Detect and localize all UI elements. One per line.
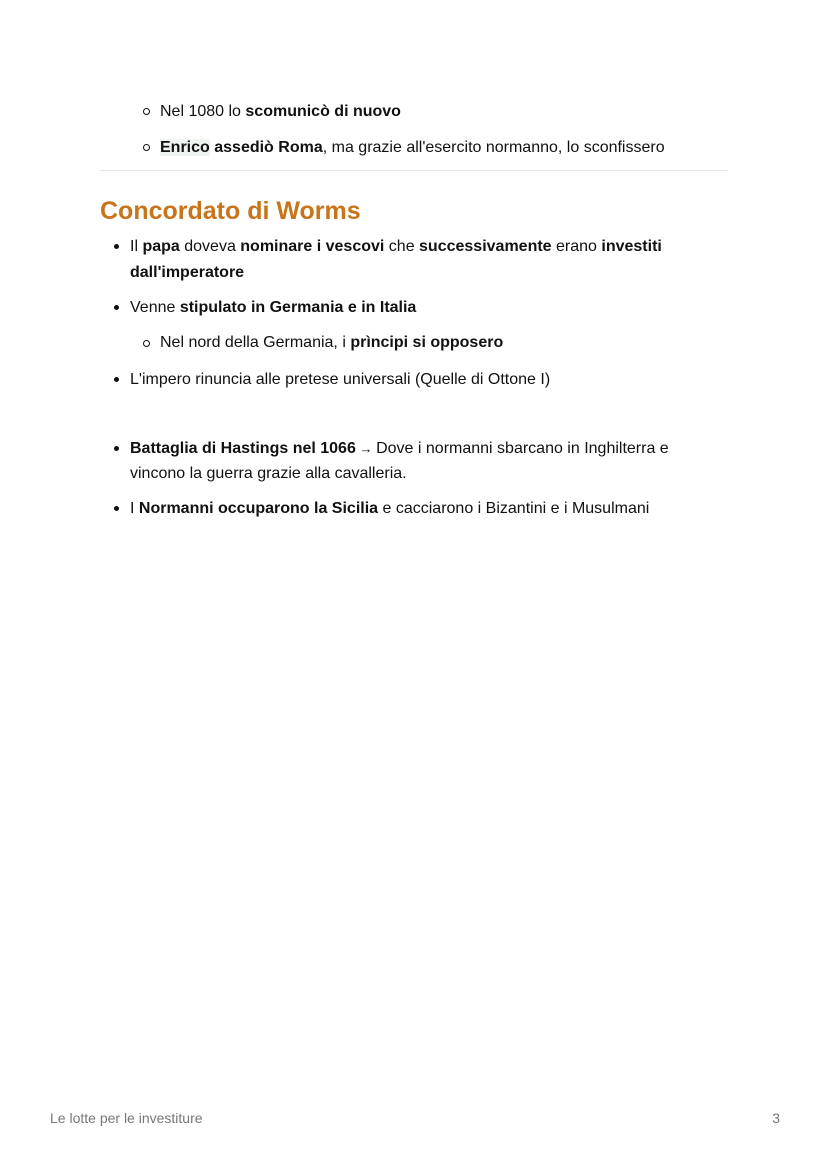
list-item-text: e cacciarono i Bizantini e i Musulmani bbox=[378, 500, 650, 517]
list-item bbox=[130, 367, 550, 392]
list-item-bold: assediò Roma bbox=[209, 139, 323, 156]
list-item-text: I bbox=[130, 500, 139, 517]
list-item-bold: Enrico bbox=[160, 139, 210, 156]
list-item-bold: scomunicò di nuovo bbox=[245, 103, 401, 120]
list-item-bold: Battaglia di Hastings nel 1066 bbox=[130, 440, 356, 457]
bullet-icon bbox=[114, 377, 119, 382]
footer-document-title: Le lotte per le investiture bbox=[50, 1110, 203, 1126]
section-divider bbox=[100, 170, 728, 171]
list-item bbox=[160, 330, 503, 355]
list-item-bold: Normanni occuparono la Sicilia bbox=[138, 500, 379, 517]
list-item-bold: prìncipi si opposero bbox=[350, 334, 504, 351]
list-item-text: , ma grazie all'esercito normanno, lo sconfissero bbox=[322, 139, 665, 156]
list-item-text: L'impero rinuncia alle pretese universali (Quelle di Ottone I) bbox=[130, 371, 551, 388]
list-item-bold: nominare i vescovi bbox=[240, 238, 385, 255]
list-item-bold: successivamente bbox=[419, 238, 552, 255]
section-heading: Concordato di Worms bbox=[100, 197, 361, 225]
list-item-text: che bbox=[384, 238, 420, 255]
arrow-icon: → bbox=[355, 441, 377, 456]
footer-page-number: 3 bbox=[772, 1110, 780, 1126]
list-item-text: erano bbox=[551, 238, 602, 255]
list-item-text: doveva bbox=[179, 238, 241, 255]
bullet-icon bbox=[114, 506, 119, 511]
list-item-text: Nel nord della Germania, i bbox=[160, 334, 351, 351]
list-item-text: Nel 1080 lo bbox=[160, 103, 246, 120]
bullet-icon bbox=[114, 305, 119, 310]
list-item bbox=[130, 436, 669, 461]
list-item bbox=[160, 135, 665, 160]
hollow-bullet-icon bbox=[143, 340, 150, 347]
list-item-bold: papa bbox=[142, 238, 180, 255]
list-item-bold: dall'imperatore bbox=[130, 264, 245, 281]
list-item-text: Venne bbox=[130, 299, 180, 316]
bullet-icon bbox=[114, 446, 119, 451]
list-item bbox=[130, 234, 662, 259]
list-item bbox=[130, 496, 649, 521]
list-item-continuation bbox=[130, 461, 407, 486]
list-item-bold: investiti bbox=[601, 238, 662, 255]
list-item-text: Dove i normanni sbarcano in Inghilterra e bbox=[376, 440, 669, 457]
list-item-text: vincono la guerra grazie alla cavalleria. bbox=[130, 465, 407, 482]
list-item-continuation bbox=[130, 260, 244, 285]
list-item-bold: stipulato in Germania e in Italia bbox=[179, 299, 417, 316]
hollow-bullet-icon bbox=[143, 108, 150, 115]
list-item bbox=[130, 295, 416, 320]
list-item bbox=[160, 99, 401, 124]
list-item-text: Il bbox=[130, 238, 143, 255]
hollow-bullet-icon bbox=[143, 144, 150, 151]
bullet-icon bbox=[114, 244, 119, 249]
